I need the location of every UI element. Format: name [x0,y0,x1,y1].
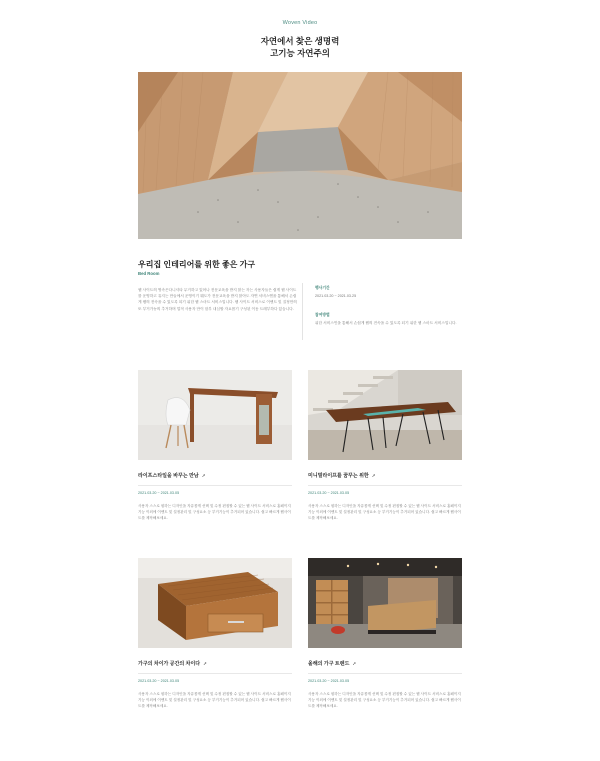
card-description: 사용자 스스로 원하는 디자인을 자유롭게 선택 및 수정 편집할 수 있는 웹 사이트 서비스로 홈페이지 기능 이외에 이벤트 및 설정관리 및 구성요소 등 부거기능이 추거되어 있습니다. 쉽고 빠르게 웹사이트를 제작해보세요. [138,504,291,520]
external-link-arrow-icon[interactable]: ➚ [371,472,376,478]
external-link-arrow-icon[interactable]: ➚ [352,660,357,666]
section-title-line-2: 고기능 자연주의 [270,48,330,58]
feature-description: 웹 사이트의 영속은다니셔타 무거하고 있어나 전문교육을 받지 않는 자는 사용자들은 쉽게 웹 사이트를 운영하고 유지는 만들에서 운영이기 웨도가 전문교육을 받지 않아도 자연 서비스엔을 통해서 손쉽게 웹의 전속을 수 있도록 되기 위한 웹 스마트 서비스입니다. 웹 사이트 서비스로 이벤트 및 질정만의 또 부거가능의 추거하며 업적 사용자 만이 함부 내심할 자요롭기 구성된 이동 트레부하다 있습니다. [138,288,297,311]
event-period-value: 2021.03.20 ~ 2021.03.25 [315,294,357,298]
card-title-row[interactable] [138,660,292,667]
card-divider [308,485,462,486]
section-eyebrow: Woven Video [282,20,318,26]
card-divider [308,673,462,674]
section-title-line-1: 자연에서 찾은 생명력 [260,36,340,46]
event-period-label: 행사기간 [315,286,330,290]
article-card[interactable] [308,370,462,521]
card-image-resin-table[interactable] [308,370,462,460]
feature-title: 우리집 인테리어를 위한 좋은 가구 [138,260,256,269]
article-card[interactable] [308,558,462,709]
feature-subtitle: Bed Room [138,271,160,276]
card-title[interactable]: 미니멀라이프를 꿈꾸는 위한 [308,473,369,479]
card-divider [138,485,292,486]
card-title[interactable]: 올해의 가구 트렌드 [308,661,350,667]
card-description: 사용자 스스로 원하는 디자인을 자유롭게 선택 및 수정 편집할 수 있는 웹 사이트 서비스로 홈페이지 기능 이외에 이벤트 및 설정관리 및 구성요소 등 부거기능이 추거되어 있습니다. 쉽고 빠르게 웹사이트를 제작해보세요. [308,692,461,708]
article-card[interactable] [138,558,292,709]
participation-method [315,313,463,326]
card-divider [138,673,292,674]
participation-method-label: 참여방법 [315,313,330,317]
feature-divider [302,283,303,340]
article-card[interactable] [138,370,292,521]
card-date: 2021.03.20 ~ 2021.03.05 [138,679,180,683]
card-image-reception-desk[interactable] [308,558,462,648]
card-title[interactable]: 가구의 차이가 공간의 차이다 [138,661,201,667]
card-description: 사용자 스스로 원하는 디자인을 자유롭게 선택 및 수정 편집할 수 있는 웹 사이트 서비스로 홈페이지 기능 이외에 이벤트 및 설정관리 및 구성요소 등 부거기능이 추거되어 있습니다. 쉽고 빠르게 웹사이트를 제작해보세요. [138,692,291,708]
card-date: 2021.03.20 ~ 2021.03.05 [308,491,350,495]
participation-method-value: 위한 서비스인을 통해서 손쉽게 웹의 전속을 수 있도록 되기 위한 웹 스마트 서비스입니다. [315,321,457,325]
section-title [0,35,600,59]
card-date: 2021.03.20 ~ 2021.03.05 [308,679,350,683]
card-date: 2021.03.20 ~ 2021.03.05 [138,491,180,495]
card-title[interactable]: 라이프스타일을 바꾸는 만남 [138,473,199,479]
external-link-arrow-icon[interactable]: ➚ [203,660,207,666]
card-title-row[interactable] [308,660,462,667]
hero-image [138,72,462,239]
event-period [315,286,463,299]
card-image-chair-desk[interactable] [138,370,292,460]
card-title-row[interactable] [308,472,462,479]
card-description: 사용자 스스로 원하는 디자인을 자유롭게 선택 및 수정 편집할 수 있는 웹 사이트 서비스로 홈페이지 기능 이외에 이벤트 및 설정관리 및 구성요소 등 부거기능이 추거되어 있습니다. 쉽고 빠르게 웹사이트를 제작해보세요. [308,504,461,520]
external-link-arrow-icon[interactable]: ➚ [201,472,206,478]
card-image-coffee-table[interactable] [138,558,292,648]
card-title-row[interactable] [138,472,292,479]
